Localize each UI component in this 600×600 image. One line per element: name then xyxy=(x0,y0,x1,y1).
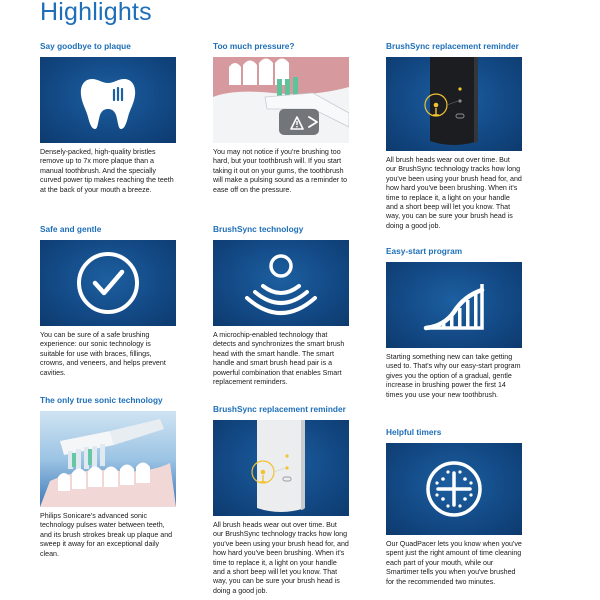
feature-brushsync-reminder-black xyxy=(386,41,522,231)
pressure-warning-photo xyxy=(213,57,349,143)
feature-say-goodbye-to-plaque xyxy=(40,41,176,195)
checkmark-circle-icon xyxy=(40,240,176,326)
feature-title: BrushSync technology xyxy=(213,224,304,234)
feature-title: The only true sonic technology xyxy=(40,395,163,405)
white-handle-photo xyxy=(213,420,349,516)
page-title: Highlights xyxy=(40,0,152,26)
feature-text: A microchip-enabled technology that detects and synchronizes the smart brush head with the smart handle. The smart handle and smart brush head pair is a powerful combination that enables Smart replacement reminders. xyxy=(213,331,345,387)
feature-true-sonic-technology xyxy=(40,395,176,559)
feature-too-much-pressure xyxy=(213,41,349,195)
feature-text: You may not notice if you're brushing too hard, but your toothbrush will. If you start taking it out on your gums, the toothbrush will make a pulsing sound as a reminder to ease off on the pressure. xyxy=(213,148,348,194)
feature-easy-start-program xyxy=(386,246,522,400)
wireless-sync-icon xyxy=(213,240,349,326)
feature-brushsync-technology xyxy=(213,224,349,387)
feature-title: Helpful timers xyxy=(386,427,442,437)
feature-title: BrushSync replacement reminder xyxy=(386,41,519,51)
feature-title: Say goodbye to plaque xyxy=(40,41,131,51)
feature-text: All brush heads wear out over time. But our BrushSync technology tracks how long you've been using your brush head for, and how hard you've been brushing. When it's time to replace it, a light on your handle and a short beep will let you know. That way, you can be sure your brush head is doing a good job. xyxy=(386,156,522,230)
feature-text: Densely-packed, high-quality bristles remove up to 7x more plaque than a manual toothbrush. And the specially curved power tip makes reaching the teeth at the back of your mouth a breeze. xyxy=(40,148,174,194)
feature-text: You can be sure of a safe brushing experience: our sonic technology is suitable for use with braces, fillings, crowns, and veneers, and helps prevent cavities. xyxy=(40,331,166,377)
brush-head-on-teeth-photo xyxy=(40,411,176,507)
feature-safe-and-gentle xyxy=(40,224,176,378)
quadpacer-timer-icon xyxy=(386,443,522,535)
feature-text: Our QuadPacer lets you know when you've spent just the right amount of time cleaning each part of your mouth, while our Smartimer tells you when you've brushed for the recommended two minutes. xyxy=(386,540,522,586)
feature-title: Easy-start program xyxy=(386,246,463,256)
feature-text: Philips Sonicare's advanced sonic technology pulses water between teeth, and its brush strokes break up plaque and sweep it away for an exceptional daily clean. xyxy=(40,512,173,558)
feature-title: BrushSync replacement reminder xyxy=(213,404,346,414)
feature-text: All brush heads wear out over time. But our BrushSync technology tracks how long you've been using your brush head for, and how hard you've been brushing. When it's time to replace it, a light on your handle and a short beep will let you know. That way, you can be sure your brush head is doing a good job. xyxy=(213,521,349,595)
feature-helpful-timers xyxy=(386,427,522,587)
black-handle-photo xyxy=(386,57,522,151)
feature-title: Too much pressure? xyxy=(213,41,295,51)
feature-title: Safe and gentle xyxy=(40,224,102,234)
feature-text: Starting something new can take getting used to. That's why our easy-start program gives you the option of a gradual, gentle increase in brushing power the first 14 times you use your new toothbrush. xyxy=(386,353,521,399)
rising-curve-icon xyxy=(386,262,522,348)
feature-brushsync-reminder-white xyxy=(213,404,349,596)
tooth-icon xyxy=(40,57,176,143)
